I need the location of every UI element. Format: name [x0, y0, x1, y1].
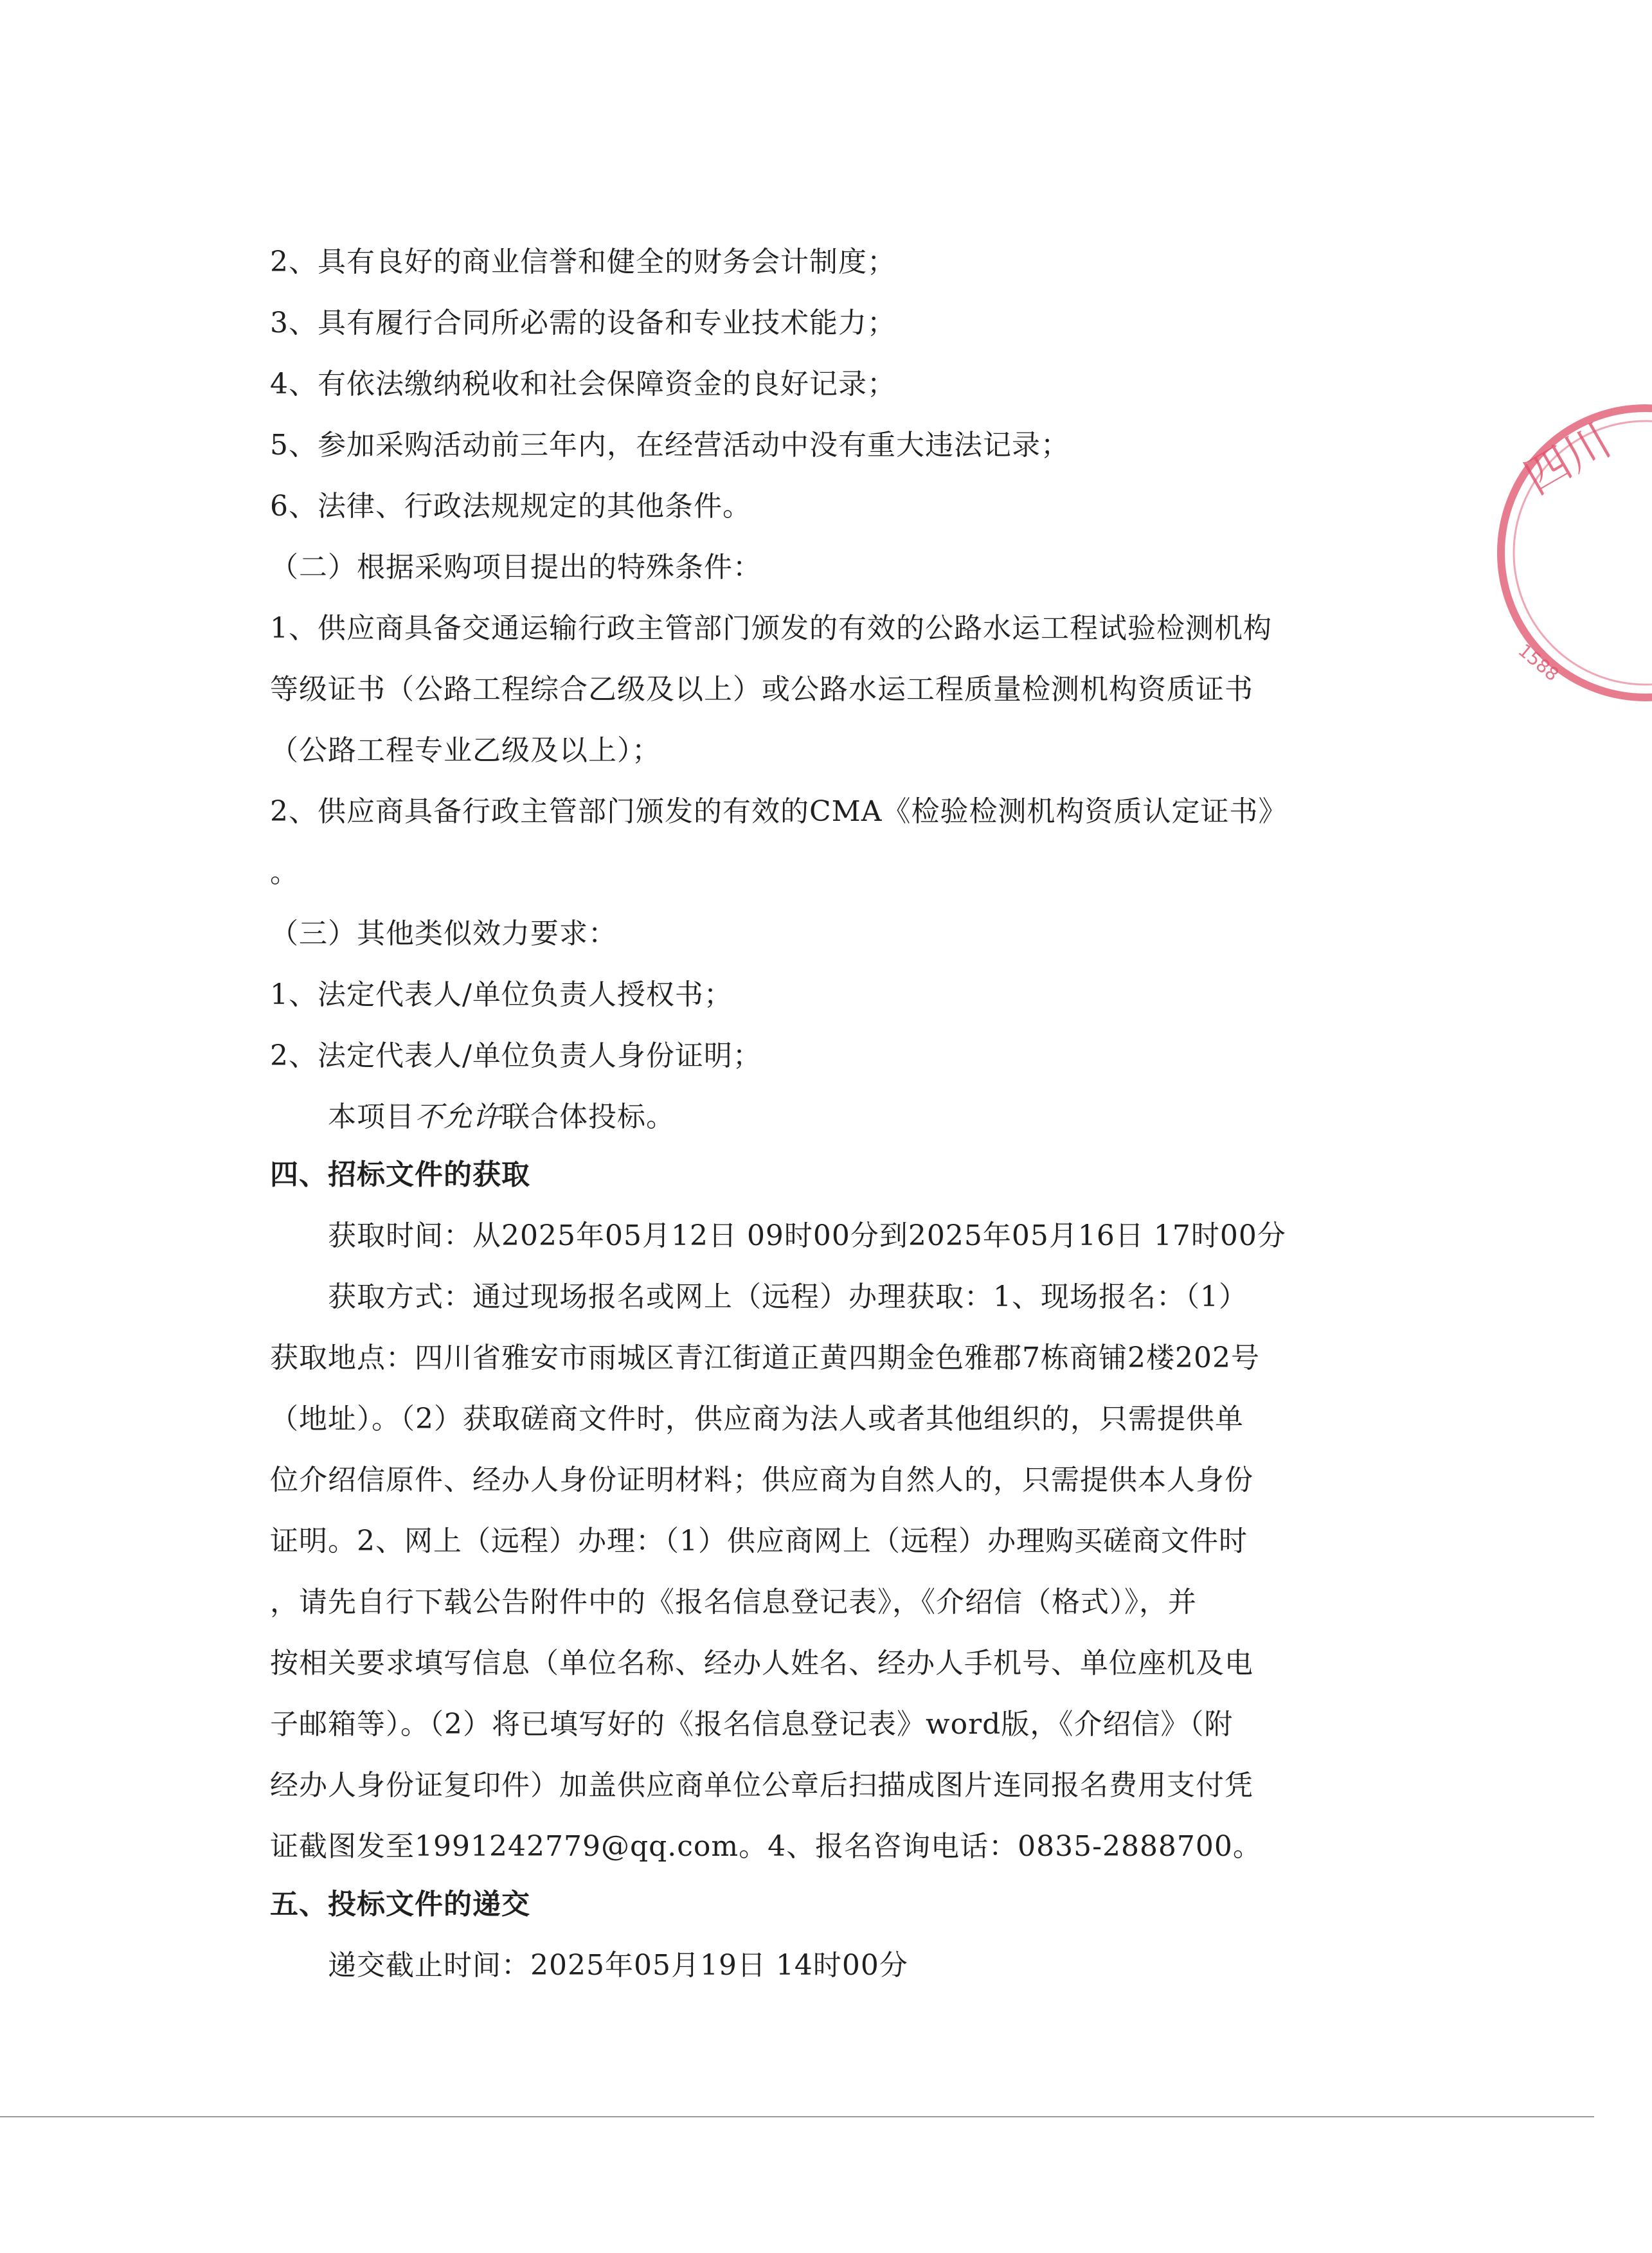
text-line: 2、供应商具备行政主管部门颁发的有效的CMA《检验检测机构资质认定证书》: [270, 795, 1288, 828]
text-line: 获取方式：通过现场报名或网上（远程）办理获取：1、现场报名：（1）: [328, 1280, 1248, 1313]
text-line: 递交截止时间：2025年05月19日 14时00分: [328, 1949, 908, 1982]
text-line: 1、法定代表人/单位负责人授权书；: [270, 978, 733, 1011]
company-seal-stamp: [1440, 399, 1652, 707]
text-line: 获取地点：四川省雅安市雨城区青江街道正黄四期金色雅郡7栋商铺2楼202号: [270, 1342, 1260, 1374]
seal-digits: 1588: [1514, 640, 1563, 686]
text-line: 。: [270, 856, 299, 889]
section-heading-5: 五、投标文件的递交: [270, 1888, 530, 1921]
text-line: 位介绍信原件、经办人身份证明材料；供应商为自然人的，只需提供本人身份: [270, 1464, 1253, 1496]
text-line: 等级证书（公路工程综合乙级及以上）或公路水运工程质量检测机构资质证书: [270, 673, 1253, 706]
text-line: 2、法定代表人/单位负责人身份证明；: [270, 1039, 762, 1072]
text-fragment: 本项目: [328, 1100, 415, 1133]
text-line: [328, 1099, 675, 1135]
text-line: 按相关要求填写信息（单位名称、经办人姓名、经办人手机号、单位座机及电: [270, 1647, 1253, 1680]
text-line: 证截图发至1991242779@qq.com。4、报名咨询电话：0835-2888700。: [270, 1830, 1262, 1863]
section-heading-4: 四、招标文件的获取: [270, 1158, 530, 1191]
text-line: 6、法律、行政法规规定的其他条件。: [270, 490, 751, 523]
text-line: 证明。2、网上（远程）办理：（1）供应商网上（远程）办理购买磋商文件时: [270, 1525, 1248, 1557]
text-line: 子邮箱等）。（2）将已填写好的《报名信息登记表》word版，《介绍信》（附: [270, 1708, 1234, 1741]
text-line: 2、具有良好的商业信誉和健全的财务会计制度；: [270, 246, 896, 278]
text-line: （地址）。（2）获取磋商文件时，供应商为法人或者其他组织的，只需提供单: [270, 1403, 1244, 1435]
subsection-heading: （二）根据采购项目提出的特殊条件：: [270, 551, 762, 584]
text-line: 获取时间：从2025年05月12日 09时00分到2025年05月16日 17时00分: [328, 1219, 1286, 1252]
text-line: 1、供应商具备交通运输行政主管部门颁发的有效的公路水运工程试验检测机构: [270, 612, 1272, 645]
emphasis-text: 不允许: [415, 1100, 501, 1133]
text-line: 4、有依法缴纳税收和社会保障资金的良好记录；: [270, 368, 896, 400]
text-line: ，请先自行下载公告附件中的《报名信息登记表》，《介绍信（格式）》，并: [270, 1586, 1197, 1619]
subsection-heading: （三）其他类似效力要求：: [270, 917, 617, 950]
text-line: 3、具有履行合同所必需的设备和专业技术能力；: [270, 307, 896, 339]
scan-edge-line: [0, 2116, 1594, 2117]
seal-text: 四川: [1515, 413, 1620, 505]
text-line: 5、参加采购活动前三年内，在经营活动中没有重大违法记录；: [270, 429, 1070, 462]
text-fragment: 联合体投标。: [501, 1100, 675, 1133]
text-line: （公路工程专业乙级及以上）；: [270, 734, 661, 767]
text-line: 经办人身份证复印件）加盖供应商单位公章后扫描成图片连同报名费用支付凭: [270, 1769, 1253, 1802]
